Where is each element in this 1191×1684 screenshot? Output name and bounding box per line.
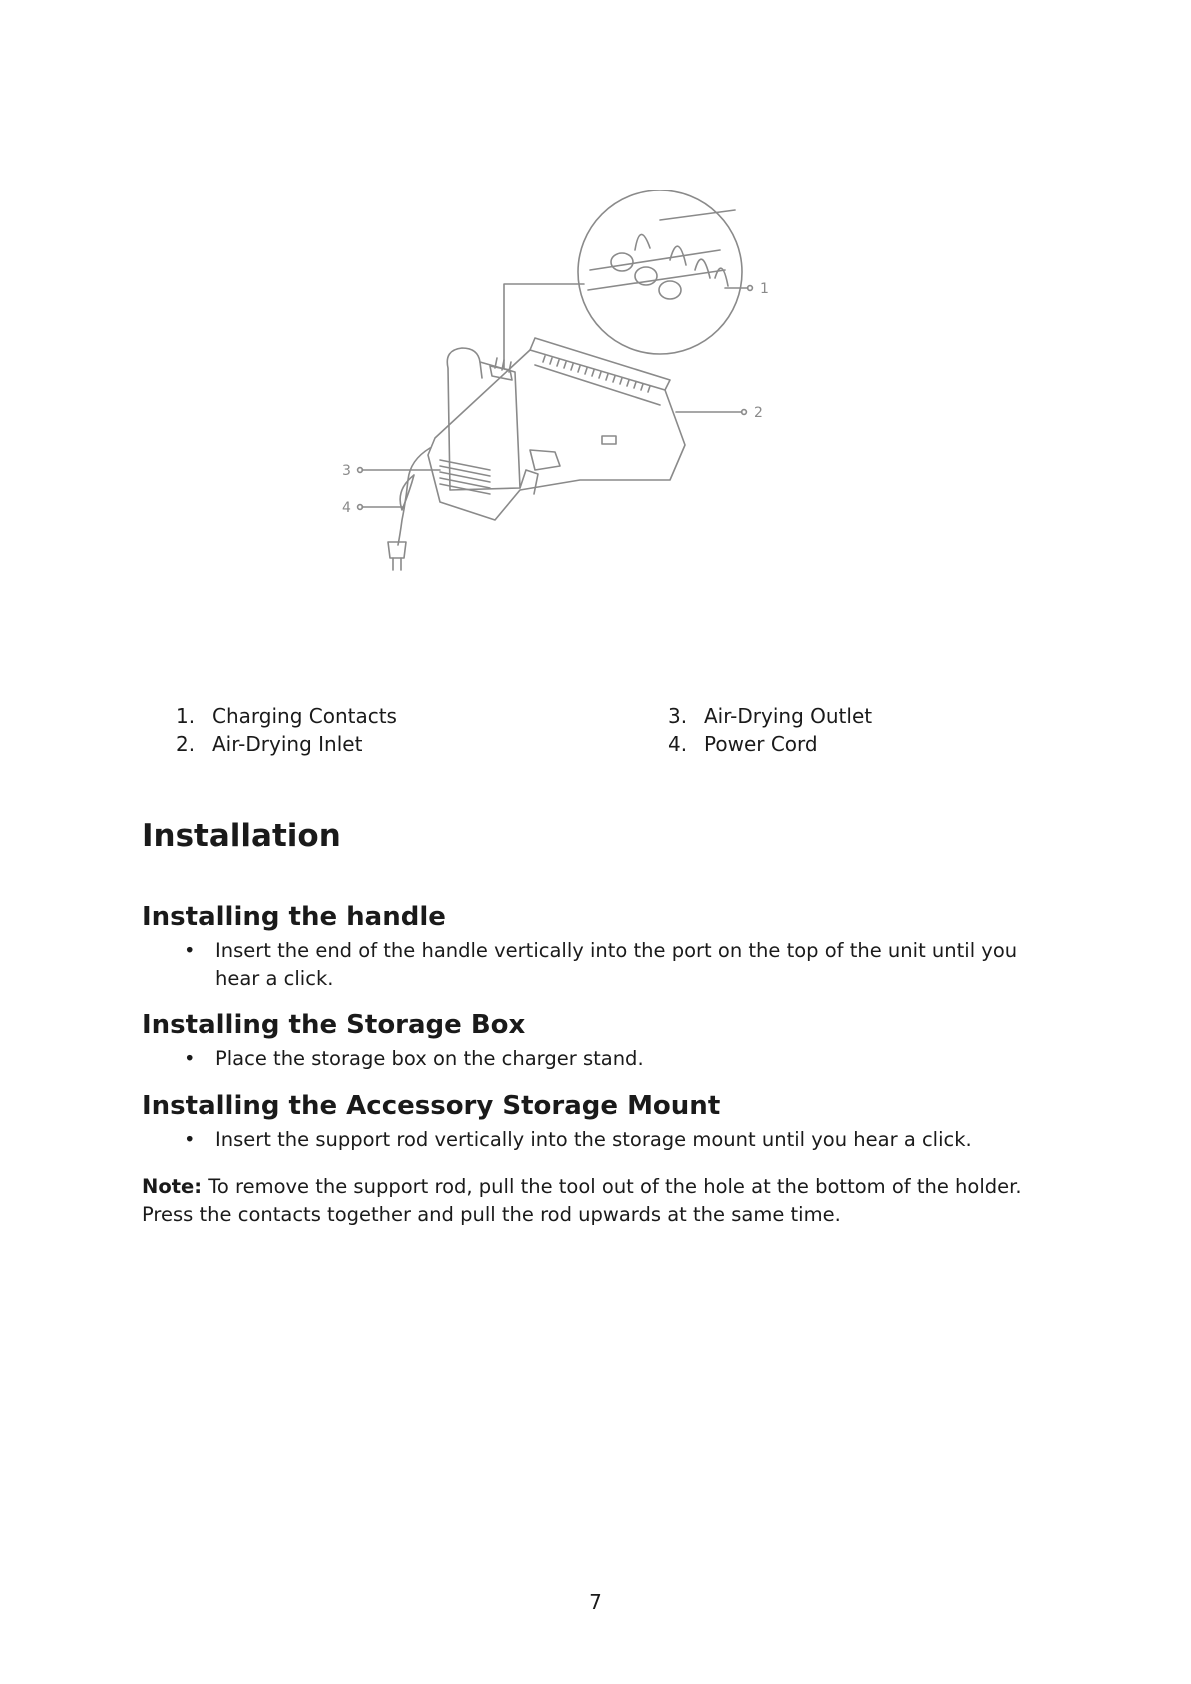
callout-3-label: 3	[342, 463, 351, 479]
subheading-installing-accessory-mount: Installing the Accessory Storage Mount	[142, 1091, 721, 1121]
part-label: Air-Drying Outlet	[704, 704, 873, 728]
list-item	[180, 937, 1040, 993]
part-label: Charging Contacts	[212, 704, 397, 728]
part-number: 3.	[668, 704, 688, 728]
callout-1-label: 1	[760, 281, 769, 297]
bullet-icon: •	[184, 1047, 196, 1070]
list-item	[180, 1126, 1040, 1154]
bullet-text: Insert the end of the handle vertically into the port on the top of the unit until you hear a click.	[215, 939, 1018, 990]
bullet-list-handle	[180, 937, 1040, 993]
part-item	[668, 730, 872, 758]
section-heading-installation: Installation	[142, 818, 341, 854]
parts-legend-right	[668, 702, 872, 758]
part-item	[176, 730, 397, 758]
charger-stand-drawing	[340, 190, 840, 610]
parts-legend-left	[176, 702, 397, 758]
tray-vent-ribs	[543, 356, 650, 392]
part-label: Power Cord	[704, 732, 818, 756]
base-tray	[428, 350, 685, 520]
page-number: 7	[589, 1590, 602, 1614]
bullet-list-accessory-mount	[180, 1126, 1040, 1154]
callout-2-label: 2	[754, 405, 763, 421]
subheading-installing-handle: Installing the handle	[142, 902, 446, 932]
note-label: Note:	[142, 1175, 203, 1198]
callout-4-label: 4	[342, 500, 351, 516]
power-cord	[398, 448, 430, 545]
list-item	[180, 1045, 1040, 1073]
detail-contact-rail	[588, 210, 735, 290]
bullet-text: Insert the support rod vertically into the storage mount until you hear a click.	[215, 1128, 972, 1151]
part-number: 1.	[176, 704, 196, 728]
part-number: 4.	[668, 732, 688, 756]
bullet-text: Place the storage box on the charger stand.	[215, 1047, 644, 1070]
part-item	[668, 702, 872, 730]
bullet-icon: •	[184, 939, 196, 962]
detail-contact-a	[611, 253, 633, 271]
part-label: Air-Drying Inlet	[212, 732, 363, 756]
bullet-list-storage-box	[180, 1045, 1040, 1073]
note-paragraph	[142, 1173, 1062, 1229]
part-item	[176, 702, 397, 730]
power-plug	[388, 542, 406, 558]
note-text: To remove the support rod, pull the tool out of the hole at the bottom of the holder. Press the contacts together and pull the rod upwards at the same time.	[142, 1175, 1022, 1226]
charger-stand-illustration	[340, 190, 840, 610]
bullet-icon: •	[184, 1128, 196, 1151]
detail-leader-line	[504, 284, 584, 368]
part-number: 2.	[176, 732, 196, 756]
detail-contact-c	[659, 281, 681, 299]
handle-port	[490, 366, 512, 380]
subheading-installing-storage-box: Installing the Storage Box	[142, 1010, 526, 1040]
